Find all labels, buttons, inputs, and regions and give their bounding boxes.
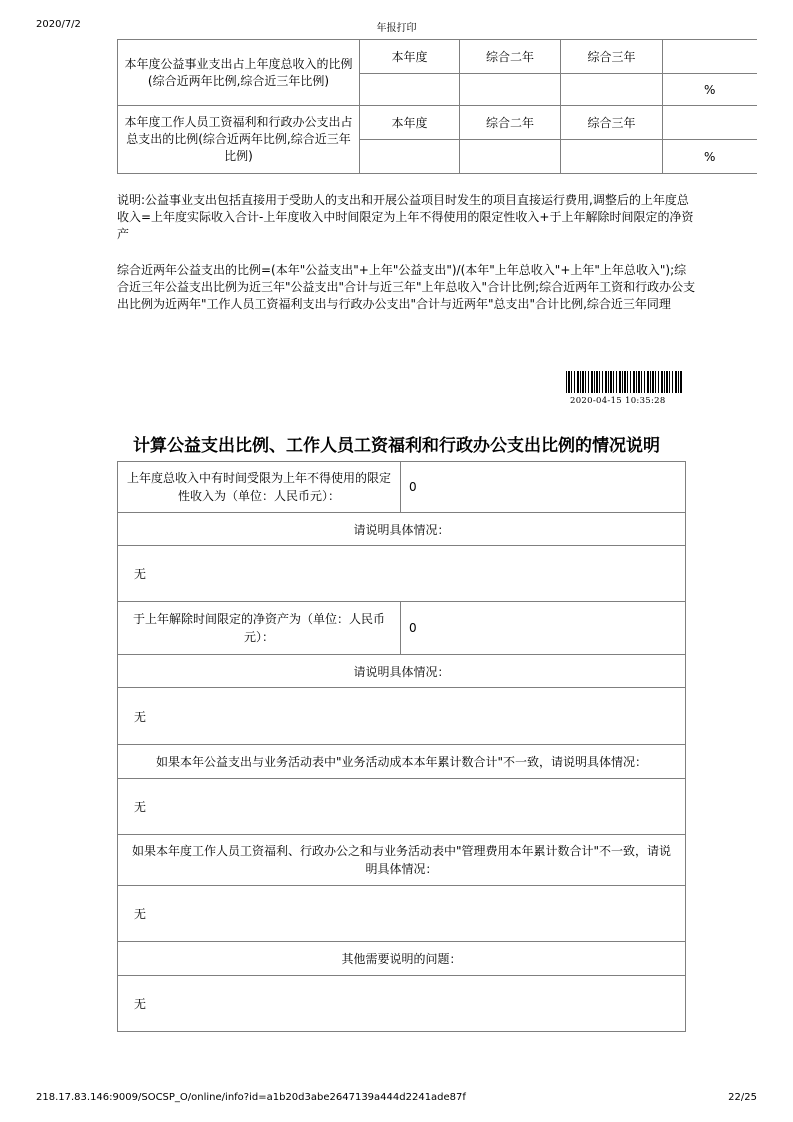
question-3: 如果本年公益支出与业务活动表中"业务活动成本本年累计数合计"不一致，请说明具体情况：: [118, 745, 686, 779]
staff-admin-two-year-header: 综合二年: [460, 106, 561, 140]
note-paragraph-1: 说明:公益事业支出包括直接用于受助人的支出和开展公益项目时发生的项目直接运行费用,调整后的上年度总收入=上年度实际收入合计-上年度收入中时间限定为上年不得使用的限定性收入+于上年解除时间限定的净资产: [117, 193, 694, 241]
staff-admin-current-year-header: 本年度: [360, 106, 460, 140]
section-title: 计算公益支出比例、工作人员工资福利和行政办公支出比例的情况说明: [133, 436, 660, 456]
restricted-income-label: 上年度总收入中有时间受限为上年不得使用的限定性收入为（单位：人民币元）：: [118, 462, 401, 513]
staff-admin-blank-header: [663, 106, 757, 140]
released-net-assets-value: 0: [401, 602, 686, 655]
answer-4: 无: [118, 886, 686, 942]
staff-admin-unit: %: [663, 140, 757, 174]
public-welfare-two-year-header: 综合二年: [460, 40, 561, 74]
page-header-title: 年报打印: [376, 23, 417, 34]
barcode-image: [566, 371, 683, 393]
public-welfare-two-year-value: [460, 74, 561, 106]
public-welfare-unit: %: [663, 74, 757, 106]
footer-url: 218.17.83.146:9009/SOCSP_O/online/info?id=a1b20d3abe2647139a444d2241ade87f: [36, 1092, 466, 1103]
answer-1: 无: [118, 546, 686, 602]
public-welfare-ratio-label: 本年度公益事业支出占上年度总收入的比例(综合近两年比例,综合近三年比例): [118, 40, 360, 106]
public-welfare-three-year-value: [561, 74, 663, 106]
explain-prompt-1: 请说明具体情况：: [118, 513, 686, 546]
staff-admin-two-year-value: [460, 140, 561, 174]
explain-prompt-2: 请说明具体情况：: [118, 655, 686, 688]
staff-admin-three-year-value: [561, 140, 663, 174]
staff-admin-three-year-header: 综合三年: [561, 106, 663, 140]
page-number: 22/25: [728, 1092, 757, 1103]
question-4: 如果本年度工作人员工资福利、行政办公之和与业务活动表中"管理费用本年累计数合计"不一致，请说明具体情况：: [118, 835, 686, 886]
public-welfare-current-year-value: [360, 74, 460, 106]
answer-3: 无: [118, 779, 686, 835]
public-welfare-current-year-header: 本年度: [360, 40, 460, 74]
answer-5: 无: [118, 976, 686, 1032]
answer-2: 无: [118, 688, 686, 745]
public-welfare-blank-header: [663, 40, 757, 74]
note-paragraph-2: 综合近两年公益支出的比例=(本年"公益支出"+上年"公益支出")/(本年"上年总收入"+上年"上年总收入");综合近三年公益支出比例为近三年"公益支出"合计与近三年"上年总收入"合计比例;综合近两年工资和行政办公支出比例为近两年"工作人员工资福利支出与行政办公支出"合计与近两年"总支出"合计比例,综合近三年同理: [117, 263, 696, 311]
print-date: 2020/7/2: [36, 19, 81, 30]
question-5: 其他需要说明的问题：: [118, 942, 686, 976]
restricted-income-value: 0: [401, 462, 686, 513]
public-welfare-three-year-header: 综合三年: [561, 40, 663, 74]
staff-admin-ratio-label: 本年度工作人员工资福利和行政办公支出占总支出的比例(综合近两年比例,综合近三年比例): [118, 106, 360, 174]
barcode-timestamp: 2020-04-15 10:35:28: [570, 396, 666, 406]
released-net-assets-label: 于上年解除时间限定的净资产为（单位：人民币元）：: [118, 602, 401, 655]
ratio-table: [117, 39, 757, 174]
staff-admin-current-year-value: [360, 140, 460, 174]
explanation-table: [117, 461, 686, 1032]
